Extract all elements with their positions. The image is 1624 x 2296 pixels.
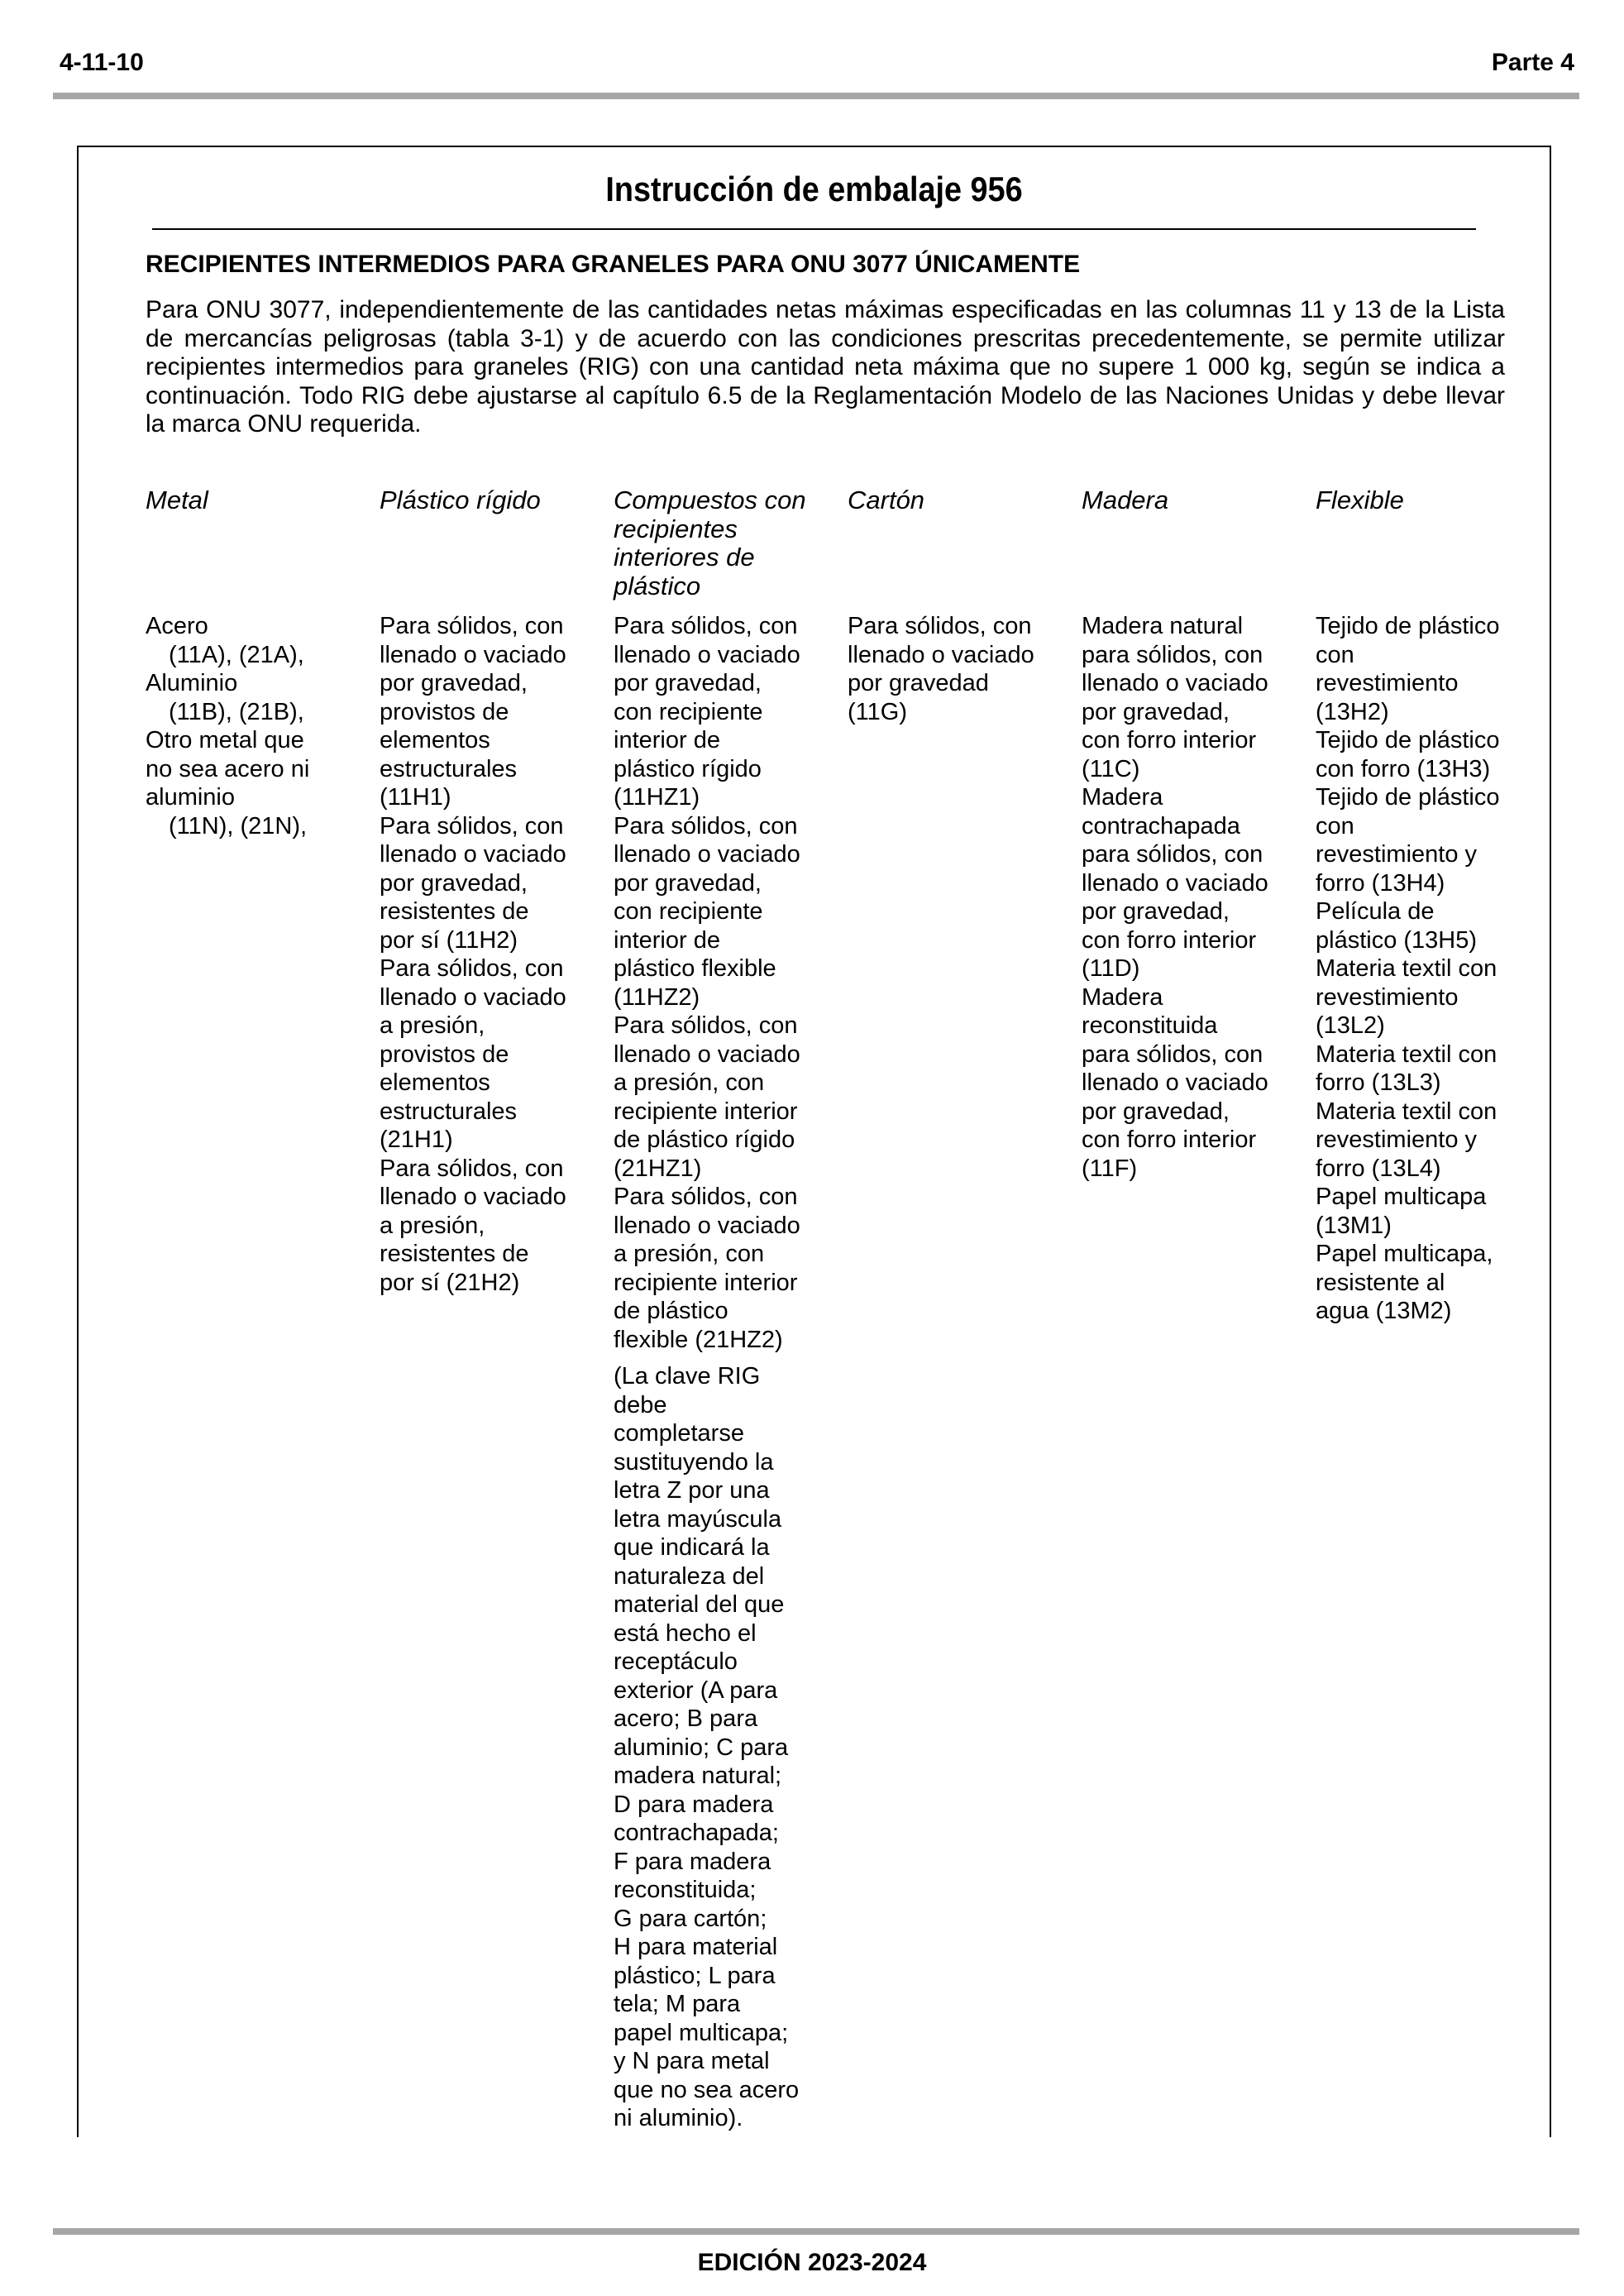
cell-line: con recipiente	[614, 698, 763, 725]
note-line: contrachapada;	[614, 1820, 779, 1846]
cell-line: flexible (21HZ2)	[614, 1326, 783, 1353]
cell-line: provistos de	[380, 698, 509, 725]
cell-line: a presión, con	[614, 1241, 765, 1267]
cell-line: recipiente interior	[614, 1098, 798, 1125]
column-heading: Flexible	[1316, 486, 1404, 514]
column-heading: Plástico rígido	[380, 486, 541, 514]
note-line: F para madera	[614, 1848, 771, 1875]
note-line: plástico; L para	[614, 1962, 776, 1989]
cell-line: por gravedad,	[614, 869, 762, 897]
column-heading: Cartón	[848, 486, 925, 514]
note-line: aluminio; C para	[614, 1734, 789, 1761]
cell-line: resistentes de	[380, 898, 529, 925]
cell-line: elementos	[380, 727, 490, 753]
cell-line: forro (13H4)	[1316, 869, 1445, 897]
instruction-box	[77, 146, 1551, 2137]
cell-line: llenado o vaciado	[614, 1212, 800, 1239]
cell-line: Materia textil con	[1316, 955, 1497, 982]
note-line: letra Z por una	[614, 1477, 770, 1504]
cell-line: revestimiento y	[1316, 1126, 1478, 1153]
cell-line: (13H2)	[1316, 698, 1389, 725]
note-line: y N para metal	[614, 2048, 770, 2074]
note-line: H para material	[614, 1934, 778, 1960]
note-line: letra mayúscula	[614, 1505, 782, 1533]
note-line: reconstituida;	[614, 1877, 757, 1903]
cell-line: interior de	[614, 727, 720, 753]
column-flexible	[1316, 486, 1539, 1324]
column-body	[1082, 612, 1305, 1183]
cell-line: elementos	[380, 1069, 490, 1096]
note-line: tela; M para	[614, 1991, 741, 2017]
note-line: debe	[614, 1391, 667, 1418]
cell-line: para sólidos, con	[1082, 1040, 1263, 1068]
cell-line: de plástico	[614, 1298, 728, 1324]
column-heading: Compuestos con recipientes interiores de plástico	[614, 486, 806, 600]
edition-footer: EDICIÓN 2023-2024	[697, 2249, 927, 2276]
cell-line: Madera	[1082, 784, 1163, 811]
header-part-label: Parte 4	[1491, 49, 1574, 76]
cell-line: por gravedad,	[614, 670, 762, 696]
cell-line: llenado o vaciado	[614, 641, 800, 668]
cell-line: por sí (21H2)	[380, 1269, 520, 1296]
cell-line: (11B), (21B),	[169, 698, 304, 725]
subheading: RECIPIENTES INTERMEDIOS PARA GRANELES PARA ONU 3077 ÚNICAMENTE	[146, 251, 1081, 278]
cell-line: (11A), (21A),	[169, 641, 304, 668]
cell-line: llenado o vaciado	[614, 841, 800, 868]
cell-line: resistente al	[1316, 1269, 1445, 1296]
cell-line: resistentes de	[380, 1241, 529, 1267]
column-fibreboard	[848, 486, 1071, 725]
cell-line: aluminio	[146, 784, 235, 811]
cell-line: a presión,	[380, 1012, 485, 1039]
cell-line: (11HZ2)	[614, 983, 700, 1011]
cell-line: (11N), (21N),	[169, 812, 308, 839]
note-line: acero; B para	[614, 1705, 758, 1732]
note-line: exterior (A para	[614, 1677, 778, 1704]
cell-line: llenado o vaciado	[380, 1184, 566, 1210]
cell-line: llenado o vaciado	[380, 841, 566, 868]
cell-line: interior de	[614, 926, 720, 954]
column-wood	[1082, 486, 1305, 1182]
note-line: papel multicapa;	[614, 2019, 789, 2046]
cell-line: por gravedad	[848, 670, 989, 696]
note-line: sustituyendo la	[614, 1448, 774, 1476]
cell-line: Tejido de plástico	[1316, 613, 1500, 639]
cell-line: con	[1316, 812, 1354, 839]
column-heading: Madera	[1082, 486, 1169, 514]
cell-line: con recipiente	[614, 898, 763, 925]
cell-line: plástico (13H5)	[1316, 926, 1478, 954]
cell-line: (21H1)	[380, 1126, 453, 1153]
header-rule	[53, 93, 1579, 99]
column-metal	[146, 486, 369, 839]
cell-line: llenado o vaciado	[380, 641, 566, 668]
cell-line: Materia textil con	[1316, 1040, 1497, 1068]
cell-line: llenado o vaciado	[1082, 869, 1268, 897]
cell-line: (11C)	[1082, 755, 1140, 782]
cell-line: llenado o vaciado	[848, 641, 1034, 668]
cell-line: por gravedad,	[380, 670, 528, 696]
note-line: madera natural;	[614, 1763, 782, 1789]
note-line: naturaleza del	[614, 1562, 765, 1590]
cell-line: Otro metal que	[146, 727, 304, 753]
cell-line: Para sólidos, con	[614, 1012, 798, 1039]
cell-line: revestimiento	[1316, 983, 1459, 1011]
cell-line: plástico rígido	[614, 755, 762, 782]
cell-line: de plástico rígido	[614, 1126, 795, 1153]
note-line: que no sea acero	[614, 2076, 800, 2103]
note-line: material del que	[614, 1591, 785, 1618]
cell-line: Acero	[146, 613, 208, 639]
cell-line: Para sólidos, con	[614, 1184, 798, 1210]
cell-line: Tejido de plástico	[1316, 727, 1500, 753]
cell-line: provistos de	[380, 1040, 509, 1068]
cell-line: con	[1316, 641, 1354, 668]
cell-line: recipiente interior	[614, 1269, 798, 1296]
note-line: D para madera	[614, 1791, 774, 1818]
cell-line: forro (13L4)	[1316, 1155, 1441, 1182]
ibc-code-note	[614, 1362, 820, 2133]
cell-line: forro (13L3)	[1316, 1069, 1441, 1096]
intro-paragraph: Para ONU 3077, independientemente de las cantidades netas máximas especificadas en las columnas 11 y 13 de la Lista de mercancías peligrosas (tabla 3-1) y de acuerdo con las condiciones prescritas precedentemente, se permite utilizar recipientes intermedios para graneles (RIG) con una cantidad neta máxima que no supere 1 000 kg, según se indica a continuación. Todo RIG debe ajustarse al capítulo 6.5 de la Reglamentación Modelo de las Naciones Unidas y debe llevar la marca ONU requerida.	[146, 296, 1505, 438]
cell-line: (11G)	[848, 698, 907, 725]
cell-line: Papel multicapa	[1316, 1184, 1487, 1210]
cell-line: agua (13M2)	[1316, 1298, 1452, 1324]
cell-line: (13M1)	[1316, 1212, 1392, 1239]
cell-line: con forro (13H3)	[1316, 755, 1491, 782]
cell-line: Tejido de plástico	[1316, 784, 1500, 811]
note-line: está hecho el	[614, 1619, 757, 1647]
note-line: (La clave RIG	[614, 1363, 761, 1390]
cell-line: llenado o vaciado	[1082, 1069, 1268, 1096]
column-body	[1316, 612, 1539, 1326]
cell-line: Materia textil con	[1316, 1098, 1497, 1125]
cell-line: Madera natural	[1082, 613, 1244, 639]
cell-line: (21HZ1)	[614, 1155, 702, 1182]
cell-line: (11F)	[1082, 1155, 1138, 1182]
cell-line: estructurales	[380, 1098, 518, 1125]
box-content	[146, 250, 1505, 439]
box-title: Instrucción de embalaje 956	[152, 147, 1476, 230]
column-rigid-plastic	[380, 486, 603, 1296]
column-heading: Metal	[146, 486, 208, 514]
column-body	[146, 612, 369, 840]
cell-line: contrachapada	[1082, 812, 1240, 839]
note-line: completarse	[614, 1420, 744, 1447]
cell-line: Para sólidos, con	[848, 613, 1032, 639]
cell-line: para sólidos, con	[1082, 841, 1263, 868]
cell-line: para sólidos, con	[1082, 641, 1263, 668]
cell-line: llenado o vaciado	[614, 1040, 800, 1068]
cell-line: (13L2)	[1316, 1012, 1385, 1039]
cell-line: llenado o vaciado	[380, 983, 566, 1011]
cell-line: revestimiento y	[1316, 841, 1478, 868]
cell-line: Para sólidos, con	[380, 812, 564, 839]
cell-line: no sea acero ni	[146, 755, 310, 782]
cell-line: Para sólidos, con	[380, 1155, 564, 1182]
cell-line: llenado o vaciado	[1082, 670, 1268, 696]
column-body	[380, 612, 603, 1297]
cell-line: Aluminio	[146, 670, 238, 696]
cell-line: Para sólidos, con	[380, 955, 564, 982]
cell-line: Para sólidos, con	[614, 812, 798, 839]
cell-line: Para sólidos, con	[614, 613, 798, 639]
cell-line: revestimiento	[1316, 670, 1459, 696]
cell-line: plástico flexible	[614, 955, 776, 982]
cell-line: reconstituida	[1082, 1012, 1218, 1039]
cell-line: a presión,	[380, 1212, 485, 1239]
cell-line: a presión, con	[614, 1069, 765, 1096]
cell-line: Para sólidos, con	[380, 613, 564, 639]
cell-line: con forro interior	[1082, 727, 1257, 753]
cell-line: estructurales	[380, 755, 518, 782]
cell-line: Papel multicapa,	[1316, 1241, 1493, 1267]
cell-line: (11HZ1)	[614, 784, 700, 811]
cell-line: por sí (11H2)	[380, 926, 518, 954]
column-composite	[614, 486, 820, 2131]
cell-line: por gravedad,	[1082, 898, 1230, 925]
column-body	[614, 612, 820, 2133]
note-line: ni aluminio).	[614, 2105, 743, 2131]
header-section-number: 4-11-10	[60, 49, 144, 76]
cell-line: por gravedad,	[380, 869, 528, 897]
cell-line: con forro interior	[1082, 1126, 1257, 1153]
cell-line: (11D)	[1082, 955, 1140, 982]
cell-line: Madera	[1082, 983, 1163, 1011]
cell-line: con forro interior	[1082, 926, 1257, 954]
cell-line: (11H1)	[380, 784, 451, 811]
footer-rule	[53, 2228, 1579, 2235]
note-line: G para cartón;	[614, 1905, 767, 1932]
note-line: que indicará la	[614, 1534, 770, 1561]
cell-line: por gravedad,	[1082, 698, 1230, 725]
cell-line: por gravedad,	[1082, 1098, 1230, 1125]
column-body	[848, 612, 1071, 726]
cell-line: Película de	[1316, 898, 1435, 925]
note-line: receptáculo	[614, 1648, 738, 1675]
